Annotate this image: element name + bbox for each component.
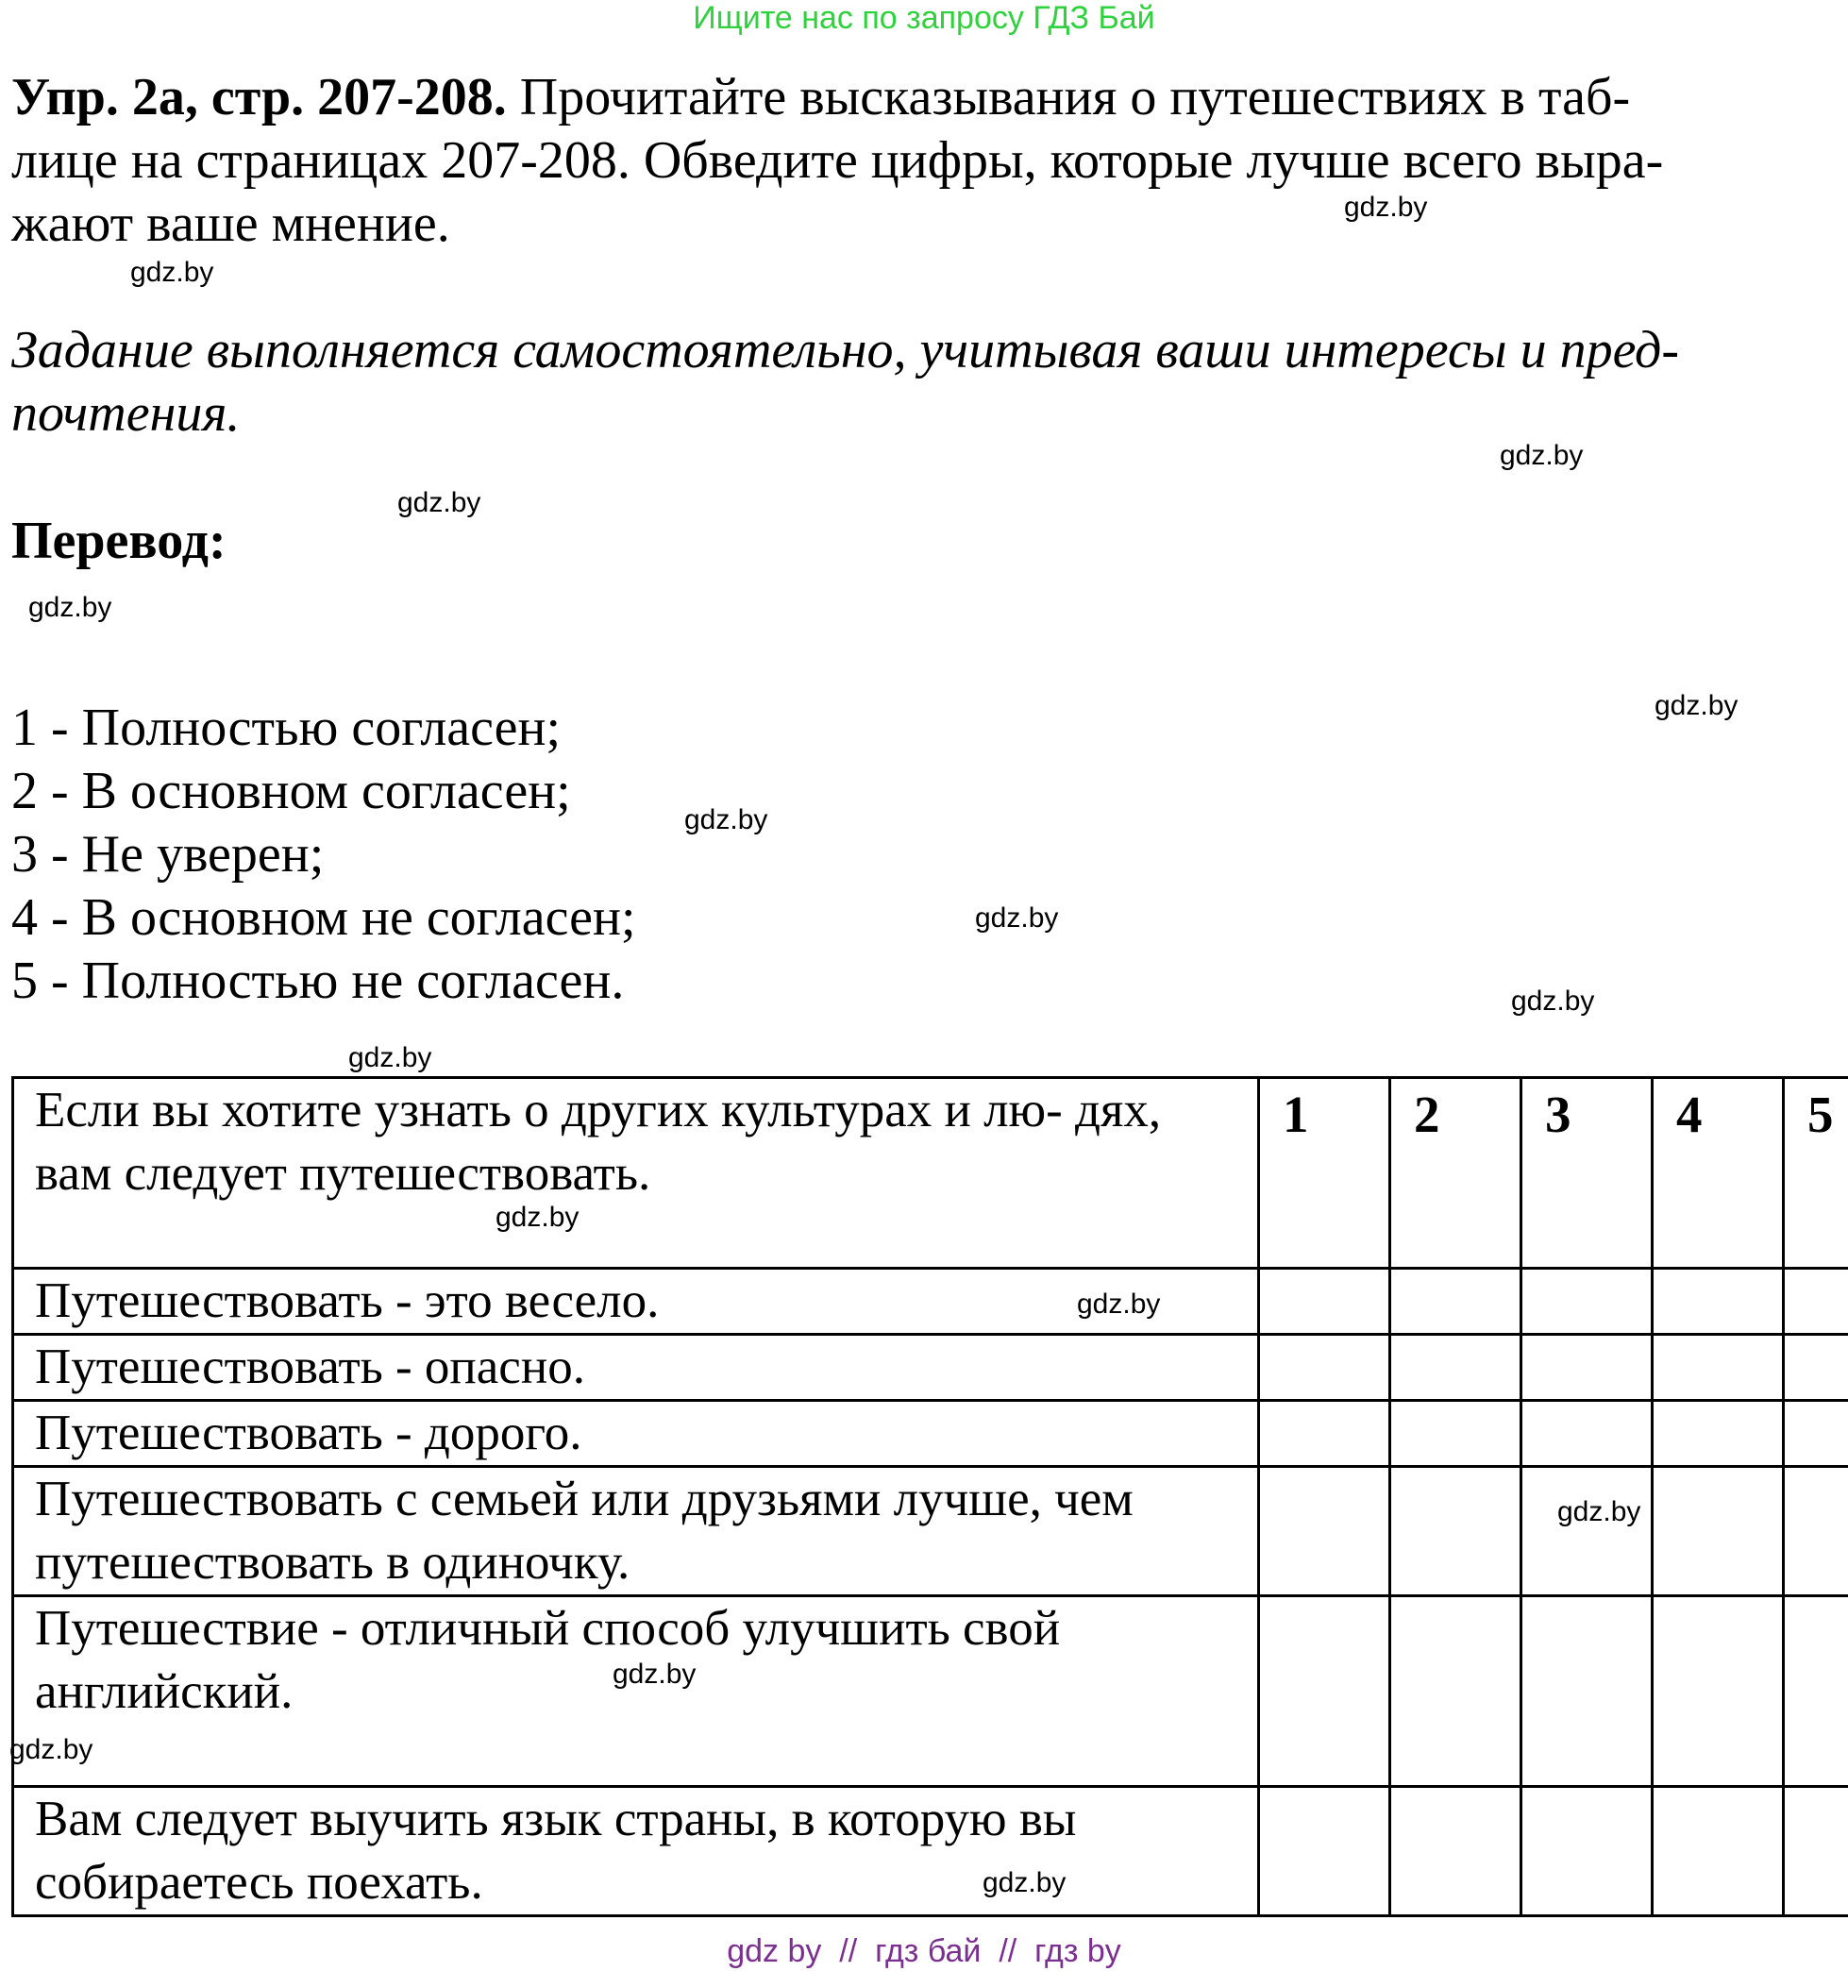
footer-links: gdz by // гдз бай // гдз by bbox=[727, 1933, 1121, 1969]
watermark: gdz.by bbox=[975, 902, 1059, 934]
rating-cell-2[interactable] bbox=[1390, 1269, 1521, 1335]
watermark: gdz.by bbox=[130, 257, 214, 288]
column-header: 4 bbox=[1653, 1078, 1784, 1269]
scale-item: 4 - В основном не согласен; bbox=[11, 888, 636, 947]
statement-cell: Путешествие - отличный способ улучшить свой английский. bbox=[13, 1596, 1259, 1787]
rating-cell-2[interactable] bbox=[1390, 1467, 1521, 1596]
watermark: gdz.by bbox=[613, 1659, 697, 1690]
rating-cell-1[interactable] bbox=[1259, 1787, 1390, 1916]
table-row bbox=[13, 1078, 1848, 1269]
column-header: 3 bbox=[1521, 1078, 1653, 1269]
rating-cell-5[interactable] bbox=[1784, 1467, 1848, 1596]
watermark: gdz.by bbox=[9, 1734, 93, 1765]
table-row bbox=[13, 1269, 1848, 1335]
rating-cell-4[interactable] bbox=[1653, 1335, 1784, 1401]
statement-cell: Путешествовать - опасно. bbox=[13, 1335, 1259, 1401]
watermark: gdz.by bbox=[1344, 192, 1428, 223]
rating-cell-3[interactable] bbox=[1521, 1401, 1653, 1467]
rating-cell-3[interactable] bbox=[1521, 1467, 1653, 1596]
scale-item: 5 - Полностью не согласен. bbox=[11, 952, 625, 1010]
rating-cell-1[interactable] bbox=[1259, 1401, 1390, 1467]
watermark: gdz.by bbox=[496, 1202, 580, 1233]
rating-cell-5[interactable] bbox=[1784, 1596, 1848, 1787]
table-row bbox=[13, 1596, 1848, 1787]
rating-cell-3[interactable] bbox=[1521, 1335, 1653, 1401]
column-header: 1 bbox=[1259, 1078, 1390, 1269]
rating-cell-1[interactable] bbox=[1259, 1335, 1390, 1401]
rating-cell-5[interactable] bbox=[1784, 1269, 1848, 1335]
scale-item: 3 - Не уверен; bbox=[11, 825, 325, 884]
column-header: 2 bbox=[1390, 1078, 1521, 1269]
rating-cell-4[interactable] bbox=[1653, 1596, 1784, 1787]
rating-cell-2[interactable] bbox=[1390, 1335, 1521, 1401]
exercise-line-2: лице на страницах 207-208. Обведите цифры, которые лучше всего выра- bbox=[11, 131, 1664, 190]
rating-cell-5[interactable] bbox=[1784, 1335, 1848, 1401]
watermark: gdz.by bbox=[1500, 440, 1584, 471]
watermark: gdz.by bbox=[1655, 690, 1739, 721]
rating-cell-1[interactable] bbox=[1259, 1596, 1390, 1787]
exercise-text-1: Прочитайте высказывания о путешествиях в таб- bbox=[506, 68, 1631, 126]
rating-cell-4[interactable] bbox=[1653, 1467, 1784, 1596]
note-line-2: почтения. bbox=[11, 384, 241, 443]
watermark: gdz.by bbox=[1077, 1289, 1161, 1320]
rating-cell-4[interactable] bbox=[1653, 1787, 1784, 1916]
rating-cell-3[interactable] bbox=[1521, 1269, 1653, 1335]
statement-cell: Если вы хотите узнать о других культурах и лю- дях, вам следует путешествовать. bbox=[13, 1078, 1259, 1269]
rating-cell-4[interactable] bbox=[1653, 1401, 1784, 1467]
watermark: gdz.by bbox=[397, 487, 481, 518]
top-banner: Ищите нас по запросу ГДЗ Бай bbox=[693, 0, 1155, 36]
table-row bbox=[13, 1335, 1848, 1401]
watermark: gdz.by bbox=[1557, 1496, 1641, 1527]
rating-cell-4[interactable] bbox=[1653, 1269, 1784, 1335]
rating-cell-5[interactable] bbox=[1784, 1787, 1848, 1916]
watermark: gdz.by bbox=[983, 1867, 1067, 1898]
rating-cell-3[interactable] bbox=[1521, 1596, 1653, 1787]
rating-cell-2[interactable] bbox=[1390, 1787, 1521, 1916]
rating-cell-3[interactable] bbox=[1521, 1787, 1653, 1916]
scale-item: 1 - Полностью согласен; bbox=[11, 699, 562, 757]
exercise-line-3: жают ваше мнение. bbox=[11, 194, 450, 253]
scale-item: 2 - В основном согласен; bbox=[11, 762, 571, 820]
rating-cell-1[interactable] bbox=[1259, 1467, 1390, 1596]
rating-cell-5[interactable] bbox=[1784, 1401, 1848, 1467]
exercise-line-1 bbox=[11, 66, 1630, 129]
table-row bbox=[13, 1401, 1848, 1467]
watermark: gdz.by bbox=[28, 592, 112, 623]
table-row bbox=[13, 1787, 1848, 1916]
watermark: gdz.by bbox=[348, 1042, 432, 1073]
note-line-1: Задание выполняется самостоятельно, учитывая ваши интересы и пред- bbox=[11, 321, 1680, 379]
rating-cell-2[interactable] bbox=[1390, 1596, 1521, 1787]
statement-cell: Вам следует выучить язык страны, в которую вы собираетесь поехать. bbox=[13, 1787, 1259, 1916]
column-header: 5 bbox=[1784, 1078, 1848, 1269]
table-row bbox=[13, 1467, 1848, 1596]
statement-cell: Путешествовать - это весело. bbox=[13, 1269, 1259, 1335]
watermark: gdz.by bbox=[1511, 986, 1595, 1017]
exercise-ref: Упр. 2а, стр. 207-208. bbox=[11, 68, 507, 126]
translation-heading: Перевод: bbox=[11, 512, 227, 570]
rating-cell-2[interactable] bbox=[1390, 1401, 1521, 1467]
watermark: gdz.by bbox=[684, 804, 768, 835]
statement-cell: Путешествовать с семьей или друзьями лучше, чем путешествовать в одиночку. bbox=[13, 1467, 1259, 1596]
statement-cell: Путешествовать - дорого. bbox=[13, 1401, 1259, 1467]
rating-cell-1[interactable] bbox=[1259, 1269, 1390, 1335]
